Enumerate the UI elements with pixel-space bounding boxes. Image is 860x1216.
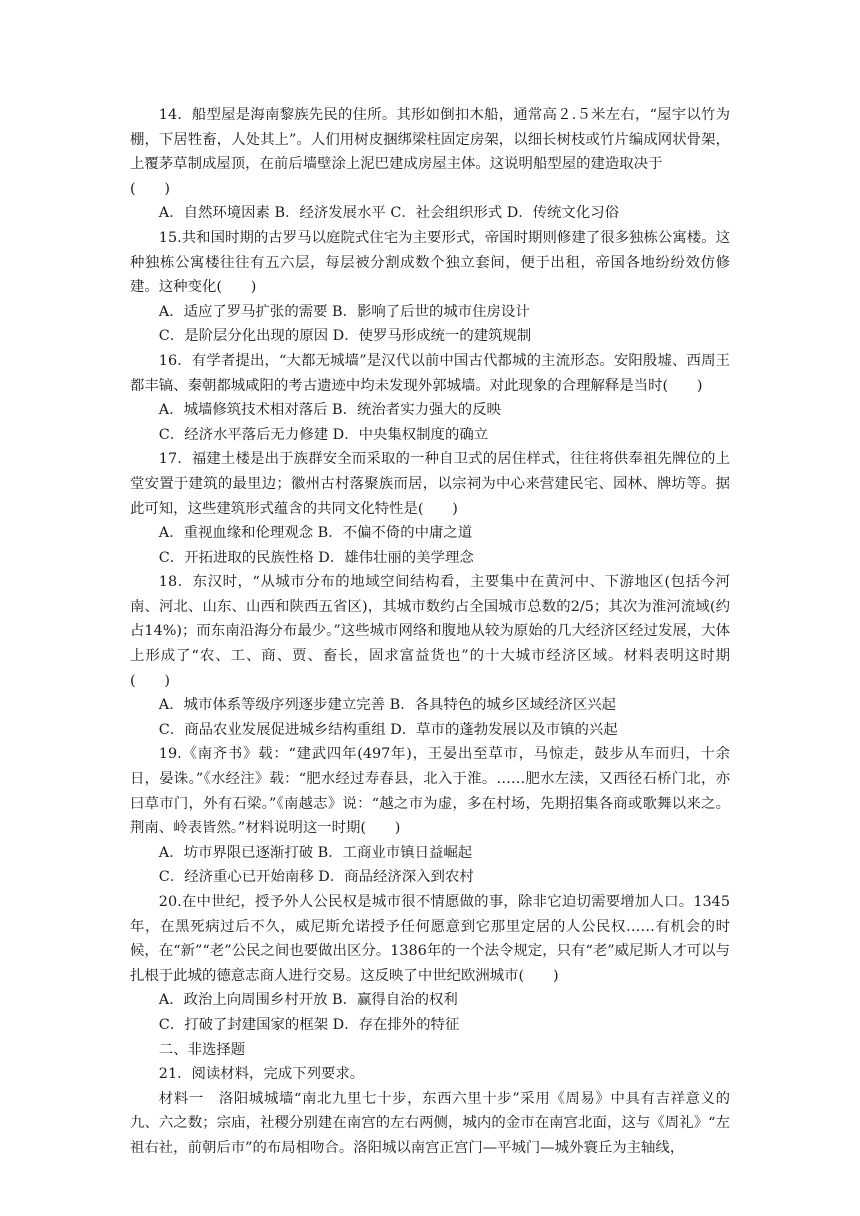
option-line: A．坊市界限已逐渐打破 B．工商业市镇日益崛起 — [158, 844, 473, 861]
option-line: C．开拓进取的民族性格 D．雄伟壮丽的美学理念 — [158, 549, 474, 566]
question-stem: 17．福建土楼是出于族群安全而采取的一种自卫式的居住样式，往往将供奉祖先牌位的上堂安置于建筑的最里边；徽州古村落聚族而居，以宗祠为中心来营建民宅、园林、牌坊等。据此可知，这些建筑形式蕴含的共同文化特性是( ) — [130, 451, 730, 517]
question-stem: 15.共和国时期的古罗马以庭院式住宅为主要形式，帝国时期则修建了很多独栋公寓楼。这种独栋公寓楼往往有五六层，每层被分割成数个独立套间，便于出租，帝国各地纷纷效仿修建。这种变化( ) — [130, 229, 730, 296]
question-stem: 19.《南齐书》载：“建武四年(497年)，王晏出至草市，马惊走，鼓步从车而归，十余日，晏诛。”《水经注》载：“肥水经过寿春县，北入于淮。……肥水左渎，又西径石桥门北，亦曰草市门，外有石梁。”《南越志》说：“越之市为虚，多在村场，先期招集各商或歌舞以来之。荆南、岭表皆然。”材料说明这一时期( ) — [130, 746, 730, 837]
question-17 — [130, 447, 730, 570]
question-stem: 14．船型屋是海南黎族先民的住所。其形如倒扣木船，通常高２.５米左右，“屋宇以竹为棚，下居牲畜，人处其上”。人们用树皮捆绑梁柱固定房架，以细长树枝或竹片编成网状骨架，上覆茅草制成屋顶，在前后墙壁涂上泥巴建成房屋主体。这说明船型屋的建造取决于 — [130, 107, 730, 173]
question-stem: 18．东汉时，“从城市分布的地域空间结构看，主要集中在黄河中、下游地区(包括今河南、河北、山东、山西和陕西五省区)，其城市数约占全国城市总数的2/5；其次为淮河流域(约占14%)；而东南沿海分布最少。”这些城市网络和腹地从较为原始的几大经济区经过发展，大体上形成了“农、工、商、贾、畜长，固求富益货也”的十大城市经济区域。材料表明这时期( ) — [130, 574, 730, 689]
section-heading: 二、非选择题 — [158, 1041, 246, 1058]
option-line: C．打破了封建国家的框架 D．存在排外的特征 — [158, 1016, 460, 1033]
question-14 — [130, 103, 730, 226]
answer-blank: ( ) — [130, 180, 171, 197]
option-line: A．适应了罗马扩张的需要 B．影响了后世的城市住房设计 — [158, 303, 530, 320]
option-line: A．城墙修筑技术相对落后 B．统治者实力强大的反映 — [158, 402, 501, 419]
exam-content — [130, 103, 730, 1161]
option-line: A．政治上向周围乡村开放 B．赢得自治的权利 — [158, 992, 458, 1009]
question-20 — [130, 890, 730, 1038]
question-stem: 20.在中世纪，授予外人公民权是城市很不情愿做的事，除非它迫切需要增加人口。1345年，在黑死病过后不久，威尼斯允诺授予任何愿意到它那里定居的人公民权……有机会的时候，在“新”“老”公民之间也要做出区分。1386年的一个法令规定，只有“老”威尼斯人才可以与扎根于此城的德意志商人进行交易。这反映了中世纪欧洲城市( ) — [130, 894, 730, 984]
question-stem: 16．有学者提出，“大都无城墙”是汉代以前中国古代都城的主流形态。安阳殷墟、西周王都丰镐、秦朝都城咸阳的考古遗迹中均未发现外郭城墙。对此现象的合理解释是当时( ) — [130, 352, 730, 394]
question-15 — [130, 226, 730, 349]
option-line: A．城市体系等级序列逐步建立完善 B．各具特色的城乡区域经济区兴起 — [158, 697, 617, 714]
option-line: C．商品农业发展促进城乡结构重组 D．草市的蓬勃发展以及市镇的兴起 — [158, 721, 618, 738]
option-line: C．经济重心已开始南移 D．商品经济深入到农村 — [158, 869, 474, 886]
question-16 — [130, 349, 730, 447]
question-19 — [130, 742, 730, 890]
material-one: 材料一 洛阳城城墙“南北九里七十步，东西六里十步”采用《周易》中具有吉祥意义的九、六之数；宗庙，社稷分别建在南宫的左右两侧，城内的金市在南宫北面，这与《周礼》“左祖右社，前朝后市”的布局相吻合。洛阳城以南宫正宫门—平城门—城外寰丘为主轴线， — [130, 1090, 730, 1156]
question-21-intro: 21．阅读材料，完成下列要求。 — [158, 1066, 365, 1083]
question-18 — [130, 570, 730, 742]
option-line: C．经济水平落后无力修建 D．中央集权制度的确立 — [158, 426, 489, 443]
option-line: C．是阶层分化出现的原因 D．使罗马形成统一的建筑规制 — [158, 328, 532, 345]
option-line: A．重视血缘和伦理观念 B．不偏不倚的中庸之道 — [158, 525, 473, 542]
option-line: A．自然环境因素 B．经济发展水平 C．社会组织形式 D．传统文化习俗 — [158, 205, 619, 222]
